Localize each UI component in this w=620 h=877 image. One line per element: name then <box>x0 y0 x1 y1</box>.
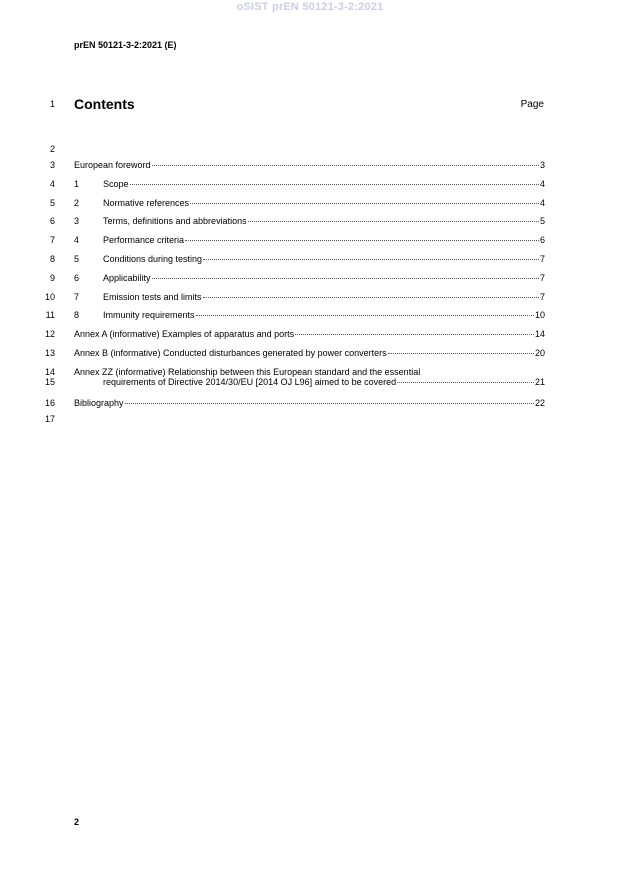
toc-leader <box>203 258 539 260</box>
toc-entry-title: Scope <box>103 179 129 189</box>
toc-entry-title: Terms, definitions and abbreviations <box>103 216 247 226</box>
toc-entry-page: 5 <box>539 216 545 226</box>
toc-entry-title: Normative references <box>103 198 190 208</box>
toc-entry[interactable] <box>74 367 545 387</box>
toc-entry-title: Immunity requirements <box>103 310 195 320</box>
line-number: 13 <box>44 348 55 358</box>
toc-entry[interactable] <box>74 198 545 208</box>
toc-leader <box>152 277 539 279</box>
toc-leader <box>397 381 534 383</box>
toc-entry-title: Conditions during testing <box>103 254 203 264</box>
toc-entry[interactable] <box>74 329 545 339</box>
line-number: 1 <box>49 99 55 109</box>
toc-entry-number: 2 <box>74 198 80 208</box>
toc-entry-page: 3 <box>539 160 545 170</box>
line-number: 15 <box>44 377 55 387</box>
toc-entry-title: Annex ZZ (informative) Relationship between this European standard and the essential <box>74 367 421 377</box>
toc-entry[interactable] <box>74 160 545 170</box>
toc-entry[interactable] <box>74 310 545 320</box>
toc-entry-page: 7 <box>539 273 545 283</box>
toc-leader <box>185 239 539 241</box>
line-number: 4 <box>49 179 55 189</box>
line-number: 3 <box>49 160 55 170</box>
toc-entry-number: 1 <box>74 179 80 189</box>
toc-entry-title: Annex A (informative) Examples of apparatus and ports <box>74 329 295 339</box>
toc-entry[interactable] <box>74 348 545 358</box>
toc-leader <box>130 183 539 185</box>
toc-entry-number: 8 <box>74 310 80 320</box>
line-number: 12 <box>44 329 55 339</box>
line-number: 2 <box>49 144 55 154</box>
toc-entry-title: Applicability <box>103 273 151 283</box>
toc-entry-page: 10 <box>534 310 545 320</box>
toc-entry-page: 4 <box>539 198 545 208</box>
line-number: 10 <box>44 292 55 302</box>
toc-leader <box>196 314 534 316</box>
toc-entry-number: 5 <box>74 254 80 264</box>
toc-entry-title: Emission tests and limits <box>103 292 202 302</box>
toc-entry-page: 6 <box>539 235 545 245</box>
toc-entry-title: Bibliography <box>74 398 124 408</box>
toc-entry-number: 7 <box>74 292 80 302</box>
toc-entry-page: 4 <box>539 179 545 189</box>
line-number: 7 <box>49 235 55 245</box>
toc-leader <box>248 220 539 222</box>
toc-leader <box>152 164 539 166</box>
line-number: 11 <box>45 310 55 320</box>
toc-leader <box>203 296 539 298</box>
toc-entry-title-continued: requirements of Directive 2014/30/EU [2014 OJ L96] aimed to be covered <box>103 377 397 387</box>
toc-entry-page: 14 <box>534 329 545 339</box>
toc-entry-page: 22 <box>534 398 545 408</box>
toc-leader <box>295 333 534 335</box>
watermark: oSIST prEN 50121-3-2:2021 <box>236 1 384 13</box>
line-number: 9 <box>49 273 55 283</box>
toc-entry[interactable] <box>74 292 545 302</box>
toc-entry-page: 20 <box>534 348 545 358</box>
toc-entry-page: 7 <box>539 292 545 302</box>
toc-leader <box>125 402 534 404</box>
toc-entry-number: 4 <box>74 235 80 245</box>
toc-entry-title: Annex B (informative) Conducted disturbances generated by power converters <box>74 348 387 358</box>
toc-entry[interactable] <box>74 398 545 408</box>
toc-entry-title: Performance criteria <box>103 235 185 245</box>
line-number: 5 <box>49 198 55 208</box>
toc-entry-page: 21 <box>534 377 545 387</box>
line-number: 16 <box>44 398 55 408</box>
line-number: 17 <box>44 414 55 424</box>
line-number: 14 <box>44 367 55 377</box>
toc-entry-title: European foreword <box>74 160 151 170</box>
line-number: 6 <box>49 216 55 226</box>
contents-heading: Contents <box>74 96 135 112</box>
page-column-label: Page <box>520 99 544 110</box>
toc-entry-page: 7 <box>539 254 545 264</box>
toc-entry[interactable] <box>74 235 545 245</box>
toc-entry-number: 3 <box>74 216 80 226</box>
toc-entry[interactable] <box>74 254 545 264</box>
page-number: 2 <box>74 817 80 827</box>
toc-leader <box>388 352 534 354</box>
toc-entry[interactable] <box>74 179 545 189</box>
toc-entry-number: 6 <box>74 273 80 283</box>
document-id: prEN 50121-3-2:2021 (E) <box>74 40 177 50</box>
line-number: 8 <box>49 254 55 264</box>
toc-entry[interactable] <box>74 216 545 226</box>
toc-leader <box>190 202 539 204</box>
toc-entry[interactable] <box>74 273 545 283</box>
